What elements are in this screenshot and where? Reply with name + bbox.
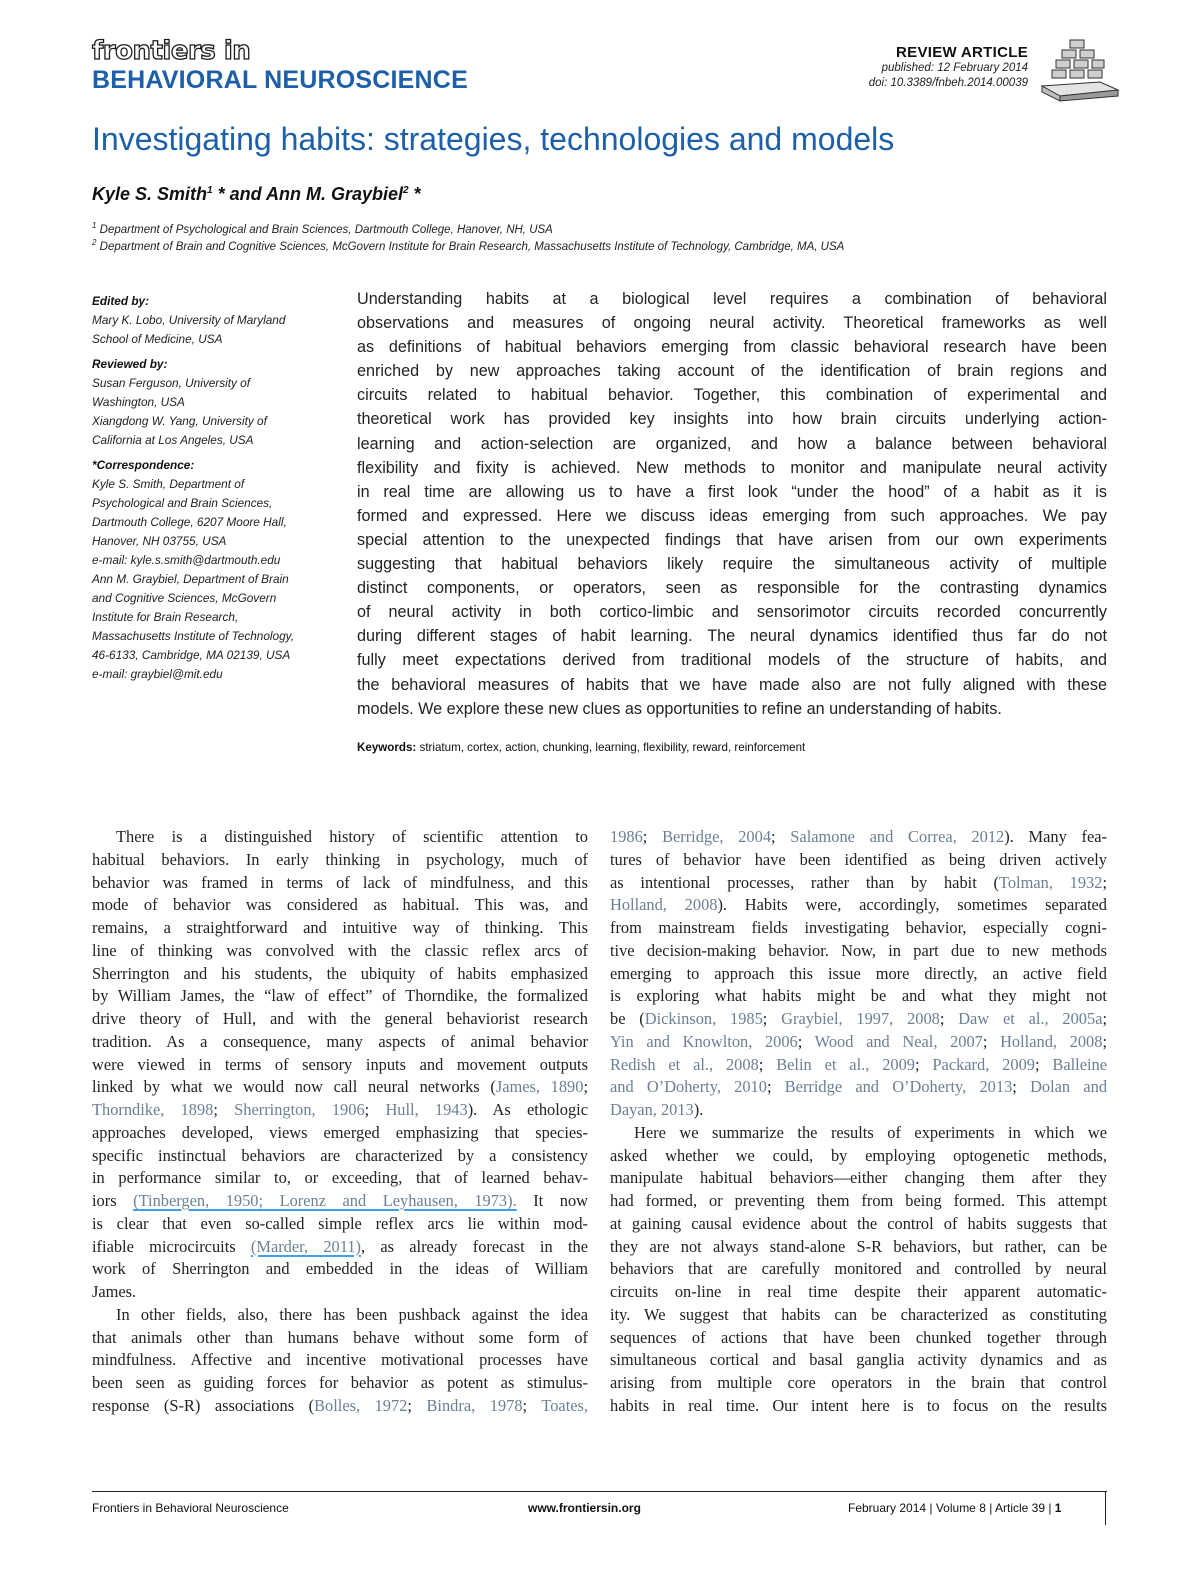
- body-text-line: [610, 940, 1107, 963]
- body-text: There is a distinguished history of scientific attention to: [116, 827, 588, 846]
- body-text: response (S-R) associations (: [92, 1395, 315, 1415]
- body-text-line: [92, 1122, 588, 1145]
- body-text-line: [92, 1258, 588, 1281]
- body-text: behavior was framed in terms of lack of mindfulness, and this: [92, 872, 588, 892]
- body-text: had formed, or preventing them from being formed. This attempt: [610, 1191, 1107, 1210]
- body-text: ;: [797, 1031, 815, 1051]
- body-text-line: [92, 1145, 588, 1168]
- abstract-line: formed and expressed. Here we discuss ideas emerging from such approaches. We pay: [357, 506, 1107, 525]
- sidebar-line: Massachusetts Institute of Technology,: [92, 629, 294, 643]
- body-text-line: [610, 1054, 1107, 1077]
- affiliation-mark: 1: [92, 221, 97, 230]
- page-number: 1: [1054, 1501, 1062, 1515]
- citation-link[interactable]: Bindra, 1978: [426, 1395, 523, 1415]
- citation-link[interactable]: Wood and Neal, 2007: [814, 1031, 983, 1051]
- citation-link[interactable]: Salamone and Correa, 2012: [790, 827, 1005, 846]
- body-text-line: [610, 1190, 1107, 1213]
- body-text-line: [610, 985, 1107, 1008]
- body-text: ). Habits were, accordingly, sometimes separated: [717, 895, 1107, 915]
- body-text-line: [610, 1213, 1107, 1236]
- citation-link[interactable]: Redish et al., 2008: [610, 1054, 759, 1074]
- body-text-line: [610, 1395, 1107, 1418]
- citation-link[interactable]: (Tinbergen, 1950; Lorenz and Leyhausen, 1973).: [133, 1191, 517, 1210]
- body-text-line: [92, 872, 588, 895]
- abstract-line: theoretical work has provided key insights into how brain circuits underlying action-: [357, 410, 1107, 429]
- body-text: mode of behavior was considered as habitual. This was, and: [92, 895, 588, 915]
- citation-link[interactable]: Holland, 2008: [1000, 1031, 1103, 1051]
- body-text: arising from multiple core operators in the brain that control: [610, 1373, 1107, 1392]
- sidebar-line: Hanover, NH 03755, USA: [92, 534, 227, 548]
- citation-link[interactable]: Toates,: [541, 1395, 589, 1415]
- citation-link[interactable]: Belin et al., 2009: [776, 1054, 915, 1074]
- sidebar-line: Mary K. Lobo, University of Maryland: [92, 313, 286, 327]
- keywords-list: striatum, cortex, action, chunking, learning, flexibility, reward, reinforcement: [419, 741, 806, 754]
- author-name[interactable]: Ann M. Graybiel: [265, 184, 403, 204]
- body-text: circuits on-line in real time despite their apparent automatic-: [610, 1282, 1107, 1301]
- body-text: approaches developed, views emerged emphasizing that species-: [92, 1122, 588, 1142]
- body-text-line: [610, 963, 1107, 986]
- body-text-line: [92, 1054, 588, 1077]
- abstract-line: enriched by new approaches taking account of the identification of brain regions and: [357, 362, 1107, 381]
- article-type: REVIEW ARTICLE: [896, 44, 1028, 61]
- body-text-line: [92, 1099, 588, 1122]
- body-text: line of thinking was convolved with the classic reflex arcs of: [92, 940, 588, 960]
- abstract-line: distinct components, or operators, seen as responsible for the contrasting dynamics: [357, 579, 1107, 598]
- body-text: ;: [583, 1077, 588, 1097]
- body-text-line: [92, 826, 588, 849]
- abstract-line: suggesting that habitual behaviors likely require the simultaneous activity of multiple: [357, 555, 1107, 574]
- body-text: ;: [762, 1009, 782, 1028]
- citation-link[interactable]: Hull, 1943: [385, 1100, 468, 1119]
- body-text: simultaneous cortical and basal ganglia activity dynamics and as: [610, 1350, 1107, 1370]
- correspondence-heading: *Correspondence:: [92, 458, 195, 472]
- sidebar-line: Xiangdong W. Yang, University of: [92, 414, 267, 428]
- body-text: from mainstream fields investigating behavior, especially cogni-: [610, 918, 1107, 937]
- body-text: that animals other than humans behave without some form of: [92, 1327, 588, 1347]
- body-text: linked by what we would now call neural networks (: [92, 1077, 496, 1097]
- body-text-line: [610, 1008, 1107, 1031]
- body-text-line: [92, 917, 588, 940]
- published-date: published: 12 February 2014: [881, 62, 1028, 74]
- footer-journal: Frontiers in Behavioral Neuroscience: [92, 1501, 289, 1515]
- citation-link[interactable]: Dickinson, 1985: [644, 1009, 763, 1028]
- author-separator: and: [224, 184, 266, 204]
- citation-link[interactable]: James, 1890: [495, 1077, 584, 1097]
- citation-link[interactable]: Holland, 2008: [610, 895, 718, 915]
- body-text: sequences of actions that have been chunked together through: [610, 1327, 1107, 1347]
- body-text-line: [92, 1213, 588, 1236]
- citation-link[interactable]: Packard, 2009: [932, 1054, 1035, 1074]
- body-text-line: [610, 1258, 1107, 1281]
- sidebar-line: e-mail: kyle.s.smith@dartmouth.edu: [92, 553, 281, 567]
- body-text: behaviors that are carefully monitored and controlled by neural: [610, 1259, 1107, 1279]
- frontiers-logo-icon: [1040, 38, 1120, 102]
- body-text: ;: [1102, 1031, 1107, 1051]
- author-correspondence-mark: *: [408, 184, 421, 204]
- body-text: mindfulness. Affective and incentive motivational processes have: [92, 1350, 588, 1370]
- body-text: be (: [610, 1009, 645, 1028]
- body-text: they are not always stand-alone S-R behaviors, but rather, can be: [610, 1236, 1107, 1256]
- body-text: at gaining causal evidence about the control of habits suggests that: [610, 1213, 1107, 1233]
- abstract-line: the behavioral measures of habits that we have made also are not fully aligned with these: [357, 675, 1107, 694]
- body-text: ;: [1102, 872, 1107, 892]
- body-text: remains, a straightforward and intuitive way of thinking. This: [92, 918, 588, 937]
- body-text: is exploring what habits might be and what they might not: [610, 986, 1107, 1006]
- body-text: ifiable microcircuits: [92, 1236, 251, 1256]
- body-text-line: [610, 917, 1107, 940]
- citation-link[interactable]: (Marder, 2011): [250, 1236, 361, 1256]
- article-meta: [869, 44, 1028, 91]
- edited-by-heading: Edited by:: [92, 294, 150, 308]
- body-text-line: [610, 1372, 1107, 1395]
- abstract-line: in real time are allowing us to have a first look “under the hood” of a habit as it is: [357, 482, 1107, 501]
- sidebar-line: Ann M. Graybiel, Department of Brain: [92, 572, 289, 586]
- body-text: been seen as guiding forces for behavior as potent as stimulus-: [92, 1373, 588, 1392]
- body-text-line: [610, 872, 1107, 895]
- body-text-line: [610, 1167, 1107, 1190]
- author-affiliation-mark: 2: [402, 185, 409, 196]
- body-text-line: [92, 1236, 588, 1259]
- author-name[interactable]: Kyle S. Smith: [92, 184, 208, 204]
- body-text-line: [610, 826, 1107, 849]
- sidebar-line: and Cognitive Sciences, McGovern: [92, 591, 277, 605]
- citation-link[interactable]: Thorndike, 1898: [92, 1100, 214, 1119]
- body-column-right: [610, 826, 1107, 1418]
- abstract-line: as definitions of habitual behaviors emerging from classic behavioral research have been: [357, 338, 1107, 357]
- sidebar-line: Susan Ferguson, University of: [92, 376, 251, 390]
- body-text: ;: [364, 1100, 386, 1119]
- body-text-line: [610, 1031, 1107, 1054]
- body-text: habitual behaviors. In early thinking in psychology, much of: [92, 849, 588, 869]
- sidebar-line: Kyle S. Smith, Department of: [92, 477, 245, 491]
- sidebar-line: e-mail: graybiel@mit.edu: [92, 667, 223, 681]
- body-text-line: [92, 1008, 588, 1031]
- sidebar-line: Dartmouth College, 6207 Moore Hall,: [92, 515, 287, 529]
- body-text: Here we summarize the results of experiments in which we: [634, 1122, 1107, 1142]
- body-text: ). Many fea-: [1004, 827, 1107, 846]
- affiliation-text: Department of Psychological and Brain Sciences, Dartmouth College, Hanover, NH, USA: [96, 223, 553, 236]
- abstract-line: during different stages of habit learning. The neural dynamics identified thus far do not: [357, 627, 1107, 646]
- body-text: as intentional processes, rather than by habit (: [610, 872, 999, 892]
- body-text: In other fields, also, there has been pushback against the idea: [116, 1304, 588, 1324]
- keywords: [357, 740, 805, 756]
- body-text: ).: [693, 1100, 704, 1119]
- body-text-line: [92, 1190, 588, 1213]
- body-text: specific instinctual behaviors are characterized by a consistency: [92, 1145, 588, 1165]
- body-text: tive decision-making behavior. Now, in part due to new methods: [610, 940, 1107, 960]
- citation-link[interactable]: Graybiel, 1997, 2008: [781, 1009, 940, 1028]
- footer-page-divider: [1105, 1491, 1106, 1525]
- body-text-line: [610, 1099, 1107, 1122]
- body-text: ;: [982, 1031, 1001, 1051]
- body-text-line: [92, 1167, 588, 1190]
- body-text: asked whether we could, by employing optogenetic methods,: [610, 1145, 1107, 1165]
- citation-link[interactable]: Balleine: [1052, 1054, 1108, 1074]
- sidebar-line: Psychological and Brain Sciences,: [92, 496, 273, 510]
- body-text-line: [610, 1145, 1107, 1168]
- abstract-line: circuits related to habitual behavior. Together, this combination of experimental and: [357, 386, 1107, 405]
- body-text-line: [92, 1031, 588, 1054]
- body-text: drive theory of Hull, and with the general behaviorist research: [92, 1009, 588, 1028]
- body-text: ;: [642, 827, 663, 846]
- body-text-line: [610, 1304, 1107, 1327]
- keywords-label: Keywords:: [357, 741, 417, 754]
- body-text: is clear that even so-called simple reflex arcs lie within mod-: [92, 1213, 588, 1233]
- body-text: It now: [516, 1191, 588, 1210]
- body-text-line: [92, 1395, 588, 1418]
- body-text: ;: [407, 1395, 427, 1415]
- abstract-line: observations and measures of ongoing neural activity. Theoretical frameworks as well: [357, 314, 1107, 333]
- abstract-line: fully meet expectations derived from traditional models of the structure of habits, and: [357, 651, 1107, 670]
- citation-link[interactable]: Yin and Knowlton, 2006: [610, 1031, 798, 1051]
- body-text-line: [610, 894, 1107, 917]
- sidebar-line: 46-6133, Cambridge, MA 02139, USA: [92, 648, 291, 662]
- affiliation-text: Department of Brain and Cognitive Sciences, McGovern Institute for Brain Research, Massachusetts Institute of Technology, Cambridge, MA, USA: [96, 240, 845, 253]
- citation-link[interactable]: Berridge, 2004: [662, 827, 772, 846]
- body-text: ;: [771, 827, 791, 846]
- body-text: ;: [766, 1077, 785, 1097]
- abstract-line: learning and action-selection are organized, and how a balance between behavioral: [357, 434, 1107, 453]
- body-text-line: [610, 1076, 1107, 1099]
- affiliation: [92, 219, 553, 237]
- body-text: James.: [92, 1282, 137, 1301]
- body-text-line: [610, 1281, 1107, 1304]
- body-text: ;: [914, 1054, 933, 1074]
- body-text: habits in real time. Our intent here is to focus on the results: [610, 1395, 1107, 1415]
- footer-issue-text: February 2014 | Volume 8 | Article 39 |: [848, 1501, 1055, 1515]
- body-text: emerging to approach this issue more directly, an active field: [610, 963, 1107, 983]
- body-text-line: [92, 1327, 588, 1350]
- body-text: tures of behavior have been identified as being driven actively: [610, 849, 1107, 869]
- body-text: ;: [1102, 1009, 1108, 1028]
- body-text: ;: [758, 1054, 777, 1074]
- citation-link[interactable]: Berridge and O’Doherty, 2013: [784, 1077, 1013, 1097]
- body-text: ;: [213, 1100, 235, 1119]
- journal-name-bottom: BEHAVIORAL NEUROSCIENCE: [92, 66, 468, 94]
- editorial-sidebar: [92, 292, 342, 684]
- body-text: tradition. As a consequence, many aspects of animal behavior: [92, 1031, 588, 1051]
- affiliation: [92, 236, 844, 254]
- citation-link[interactable]: Bolles, 1972: [314, 1395, 408, 1415]
- footer-website-link[interactable]: www.frontiersin.org: [528, 1501, 641, 1515]
- body-text: in performance similar to, or exceeding, that of learned behav-: [92, 1168, 588, 1188]
- citation-link[interactable]: Dayan, 2013: [610, 1100, 694, 1119]
- body-column-left: [92, 826, 588, 1418]
- body-text-line: [92, 1349, 588, 1372]
- body-text: ity. We suggest that habits can be characterized as constituting: [610, 1304, 1107, 1324]
- abstract: [357, 287, 1107, 721]
- citation-link[interactable]: Tolman, 1932: [998, 872, 1103, 892]
- body-text-line: [92, 1304, 588, 1327]
- body-text-line: [610, 1327, 1107, 1350]
- sidebar-line: School of Medicine, USA: [92, 332, 223, 346]
- citation-link[interactable]: and O’Doherty, 2010: [610, 1077, 767, 1097]
- body-text-line: [92, 963, 588, 986]
- footer-divider: [92, 1491, 1107, 1492]
- body-text: ;: [1012, 1077, 1031, 1097]
- sidebar-line: Washington, USA: [92, 395, 185, 409]
- abstract-line: special attention to the unexpected findings that have arisen from our own experiments: [357, 530, 1107, 549]
- body-text: work of Sherrington and embedded in the ideas of William: [92, 1259, 588, 1279]
- body-text-line: [610, 849, 1107, 872]
- body-text-line: [610, 1236, 1107, 1259]
- abstract-line: models. We explore these new clues as opportunities to refine an understanding of habits.: [357, 699, 1002, 718]
- body-text-line: [610, 1349, 1107, 1372]
- citation-link[interactable]: 1986: [610, 827, 643, 846]
- abstract-line: of neural activity in both cortico-limbic and sensorimotor circuits recorded concurrently: [357, 603, 1107, 622]
- body-text-line: [92, 1281, 588, 1304]
- author-list: [92, 179, 421, 206]
- body-text-line: [92, 985, 588, 1008]
- body-text-line: [92, 1076, 588, 1099]
- body-text: ;: [1034, 1054, 1053, 1074]
- article-title: Investigating habits: strategies, technologies and models: [92, 121, 895, 157]
- body-text: by William James, the “law of effect” of Thorndike, the formalized: [92, 986, 588, 1006]
- affiliation-mark: 2: [92, 238, 97, 247]
- body-text-line: [92, 849, 588, 872]
- author-affiliation-mark: 1: [207, 185, 213, 196]
- body-text-line: [92, 940, 588, 963]
- author-correspondence-mark: *: [212, 184, 225, 204]
- abstract-line: flexibility and fixity is achieved. New methods to monitor and manipulate neural activity: [357, 458, 1107, 477]
- body-text-line: [92, 1372, 588, 1395]
- citation-link[interactable]: Sherrington, 1906: [234, 1100, 365, 1119]
- body-text: , as already forecast in the: [360, 1236, 588, 1256]
- body-text: manipulate habitual behaviors—either changing them after they: [610, 1168, 1107, 1188]
- body-text: were viewed in terms of sensory inputs and movement outputs: [92, 1054, 588, 1074]
- body-text: ). As ethologic: [467, 1100, 588, 1119]
- body-text: ;: [939, 1009, 959, 1028]
- footer-issue-info: [848, 1500, 1061, 1516]
- citation-link[interactable]: Dolan and: [1030, 1077, 1108, 1097]
- body-text: Sherrington and his students, the ubiquity of habits emphasized: [92, 963, 588, 983]
- sidebar-line: California at Los Angeles, USA: [92, 433, 254, 447]
- body-text: iors: [92, 1191, 134, 1210]
- body-text-line: [610, 1122, 1107, 1145]
- body-text: ;: [522, 1395, 542, 1415]
- journal-name-top: frontiers in: [92, 36, 251, 66]
- reviewed-by-heading: Reviewed by:: [92, 357, 168, 371]
- abstract-line: Understanding habits at a biological level requires a combination of behavioral: [357, 290, 1107, 308]
- sidebar-line: Institute for Brain Research,: [92, 610, 239, 624]
- doi[interactable]: doi: 10.3389/fnbeh.2014.00039: [868, 77, 1028, 89]
- body-text-line: [92, 894, 588, 917]
- citation-link[interactable]: Daw et al., 2005a: [958, 1009, 1103, 1028]
